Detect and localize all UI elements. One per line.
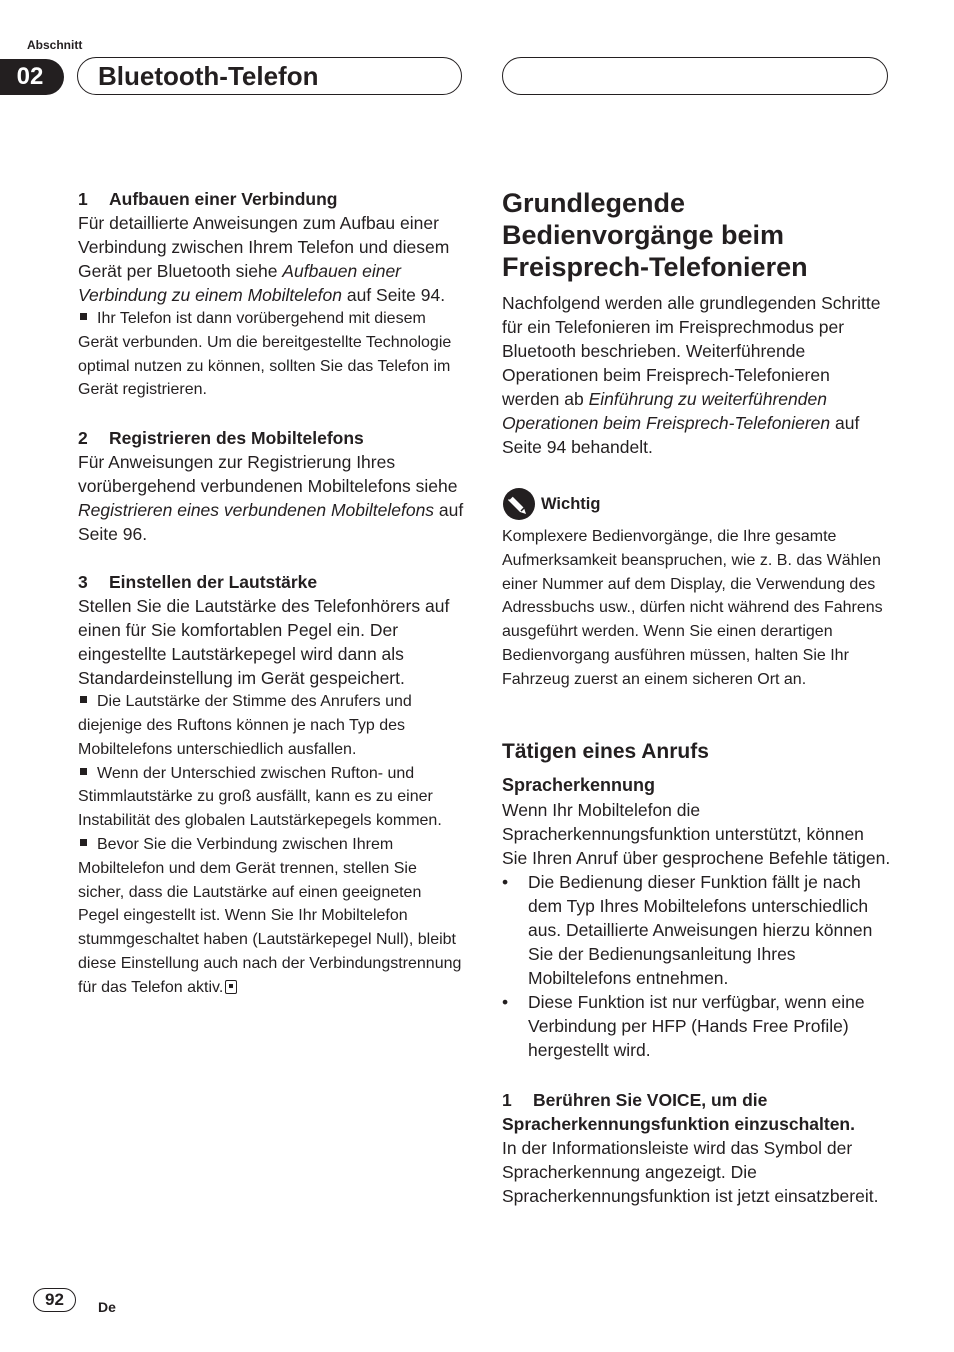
note-square-icon bbox=[80, 696, 87, 703]
section-number-badge: 02 bbox=[0, 59, 64, 95]
step-1-heading: 1 Aufbauen einer Verbindung bbox=[78, 189, 338, 209]
page-number: 92 bbox=[33, 1288, 76, 1312]
note-square-icon bbox=[80, 313, 87, 320]
note-square-icon bbox=[80, 839, 87, 846]
voice-step-1-text: In der Informationsleiste wird das Symbol der Spracherkennung angezeigt. Die Spracherkennungsfunktion ist jetzt einsatzbereit. bbox=[502, 1137, 879, 1206]
step-3-heading: 3 Einstellen der Lautstärke bbox=[78, 572, 318, 593]
call-heading: Tätigen eines Anrufs bbox=[502, 739, 709, 763]
section-label: Abschnitt bbox=[27, 38, 83, 52]
note: Die Lautstärke der Stimme des Anrufers und diejenige des Ruftons können je nach Typ des Mobiltelefons unterschiedlich ausfallen. bbox=[78, 693, 412, 758]
step-3-text: Stellen Sie die Lautstärke des Telefonhörers auf einen für Sie komfortablen Pegel ein. Der eingestellte Lautstärkepegel wird dann als Standardeinstellung im Gerät gespeichert. bbox=[78, 596, 450, 689]
step-2-heading: 2 Registrieren des Mobiltelefons bbox=[78, 428, 364, 449]
important-pen-icon bbox=[502, 487, 536, 521]
language-code: De bbox=[98, 1299, 116, 1315]
right-column bbox=[502, 187, 892, 1208]
section-heading: Grundlegende Bedienvorgänge beim Freisprech-Telefonieren bbox=[502, 188, 808, 282]
list-item: • Diese Funktion ist nur verfügbar, wenn eine Verbindung per HFP (Hands Free Profile) hergestellt wird. bbox=[502, 991, 865, 1060]
voice-heading: Spracherkennung bbox=[502, 774, 656, 795]
note-square-icon bbox=[80, 768, 87, 775]
intro-text: Nachfolgend werden alle grundlegenden Schritte für ein Telefonieren im Freisprechmodus per Bluetooth beschrieben. Weiterführende Operationen beim Freisprech-Telefonieren werden ab Einführung zu weiterführenden Operationen beim Freisprech-Telefonieren auf Seite 94 behandelt. bbox=[502, 293, 881, 457]
list-item: • Die Bedienung dieser Funktion fällt je nach dem Typ Ihres Mobiltelefons unterschiedlich aus. Detaillierte Anweisungen hierzu können Sie der Bedienungsanleitung Ihres Mobiltelefons entnehmen. bbox=[502, 871, 873, 988]
note: Wenn der Unterschied zwischen Rufton- und Stimmlautstärke zu groß ausfällt, kann es zu einer Instabilität des globalen Lautstärkepegels kommen. bbox=[78, 764, 442, 830]
important-header bbox=[502, 487, 892, 521]
page-title: Bluetooth-Telefon bbox=[98, 61, 319, 91]
note: Ihr Telefon ist dann vorübergehend mit diesem Gerät verbunden. Um die bereitgestellte Technologie optimal nutzen zu können, sollten Sie das Telefon im Gerät registrieren. bbox=[78, 310, 452, 399]
end-of-section-icon bbox=[225, 980, 237, 994]
bullet-dot-icon: • bbox=[502, 871, 509, 892]
voice-text: Wenn Ihr Mobiltelefon die Spracherkennungsfunktion unterstützt, können Sie Ihren Anruf über gesprochene Befehle tätigen. bbox=[502, 799, 891, 868]
step-2-text: Für Anweisungen zur Registrierung Ihres vorübergehend verbundenen Mobiltelefons siehe Registrieren eines verbundenen Mobiltelefons auf Seite 96. bbox=[78, 452, 464, 545]
bullet-dot-icon: • bbox=[502, 991, 509, 1012]
important-text: Komplexere Bedienvorgänge, die Ihre gesamte Aufmerksamkeit beanspruchen, wie z. B. das Wählen einer Nummer auf dem Display, die Verwendung des Adressbuchs usw., dürfen nicht während des Fahrens ausgeführt werden. Wenn Sie einen derartigen Bedienvorgang ausführen müssen, halten Sie Ihr Fahrzeug zuerst an einem sicheren Ort an. bbox=[502, 528, 883, 688]
important-label: Wichtig bbox=[541, 495, 601, 513]
cross-reference-link: Einführung zu weiterführenden Operationen beim Freisprech-Telefonieren bbox=[502, 389, 831, 433]
note: Bevor Sie die Verbindung zwischen Ihrem Mobiltelefon und dem Gerät trennen, stellen Sie sicher, dass die Lautstärke auf einen geeigneten Pegel eingestellt ist. Wenn Sie Ihr Mobiltelefon stummgeschaltet haben (Lautstärkepegel Null), bleibt diese Einstellung auch nach der Verbindungstrennung für das Telefon aktiv. bbox=[78, 835, 462, 996]
empty-header-frame bbox=[502, 57, 888, 95]
step-1-text: Für detaillierte Anweisungen zum Aufbau einer Verbindung zwischen Ihrem Telefon und diesem Gerät per Bluetooth siehe Aufbauen einer Verbindung zu einem Mobiltelefon auf Seite 94. bbox=[78, 213, 450, 305]
voice-step-1-heading: 1 Berühren Sie VOICE, um die Spracherkennungsfunktion einzuschalten. bbox=[502, 1089, 855, 1134]
cross-reference-link: Aufbauen einer Verbindung zu einem Mobiltelefon bbox=[78, 261, 402, 305]
left-column bbox=[78, 187, 464, 1000]
cross-reference-link: Registrieren eines verbundenen Mobiltelefons bbox=[78, 500, 435, 521]
